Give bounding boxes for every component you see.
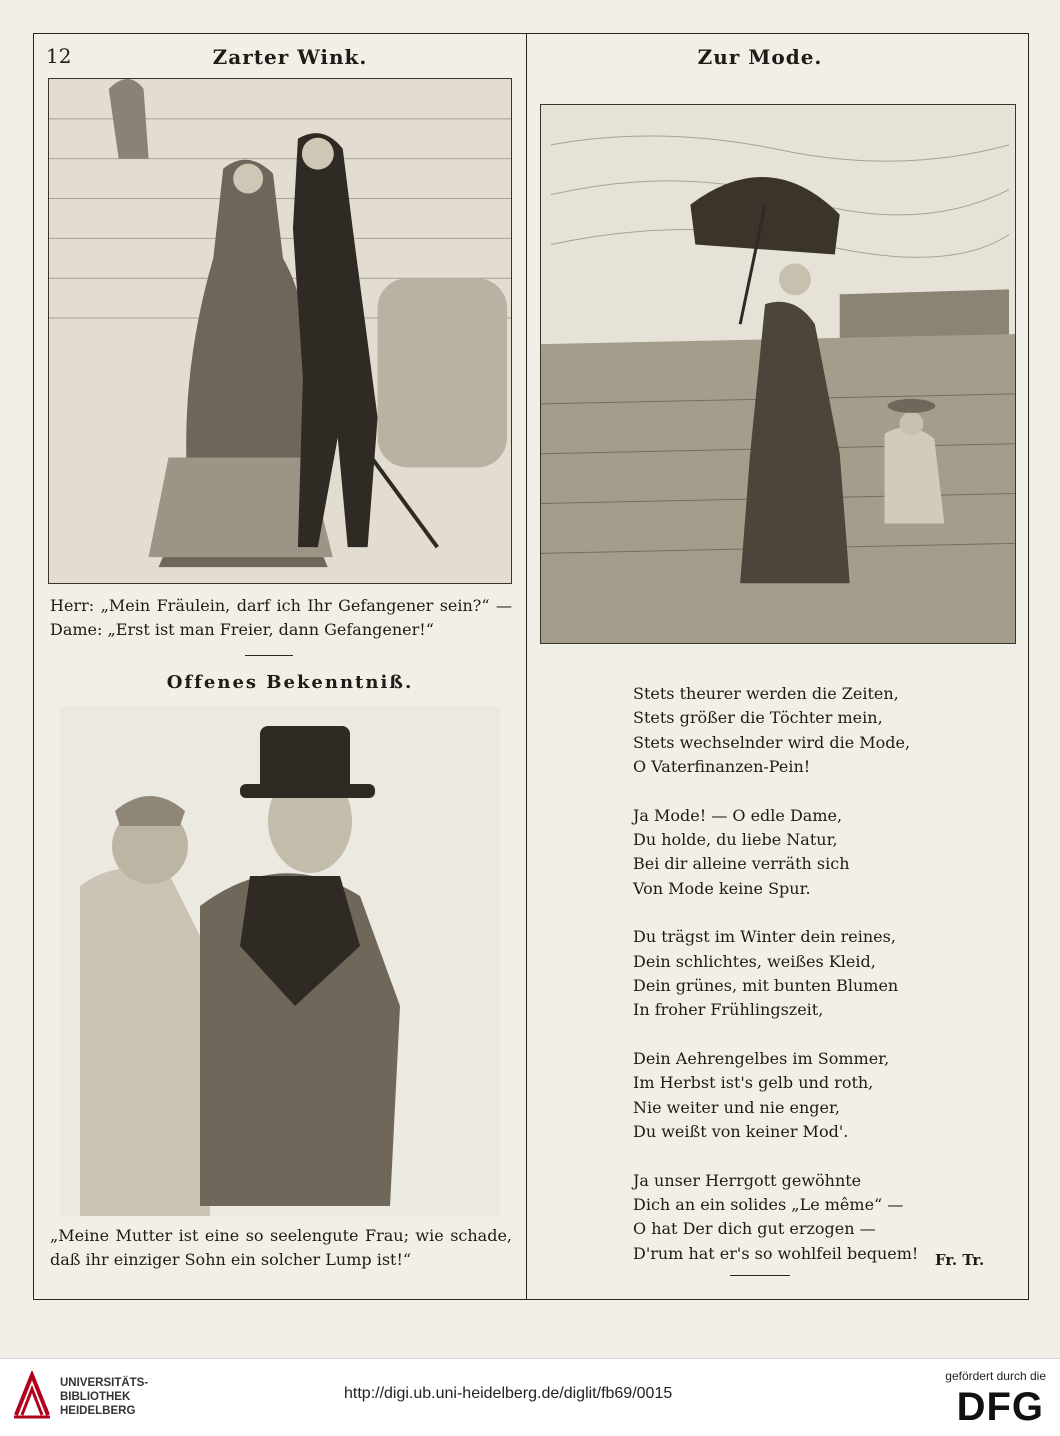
poem-line: D'rum hat er's so wohlfeil bequem! xyxy=(633,1243,919,1263)
library-name-line: UNIVERSITÄTS- xyxy=(60,1377,149,1389)
page-number: 12 xyxy=(46,44,72,68)
mother-son-engraving xyxy=(60,706,500,1216)
separator-rule xyxy=(245,655,293,656)
poem-line: Bei dir alleine verräth sich xyxy=(633,854,850,874)
poem-line: O hat Der dich gut erzogen — xyxy=(633,1219,876,1239)
poem-line: Stets größer die Töchter mein, xyxy=(633,708,883,728)
title-offenes-bekenntnis: Offenes Bekenntniß. xyxy=(166,672,414,693)
title-zur-mode: Zur Mode. xyxy=(697,45,823,69)
parasol-engraving xyxy=(541,105,1015,643)
title-zarter-wink: Zarter Wink. xyxy=(212,45,368,69)
poem-zur-mode xyxy=(633,682,919,1290)
university-seal-icon xyxy=(12,1371,52,1421)
poem-line: Du holde, du liebe Natur, xyxy=(633,830,838,850)
poem-line: Im Herbst ist's gelb und roth, xyxy=(633,1073,874,1093)
poem-line: Ja unser Herrgott gewöhnte xyxy=(633,1170,862,1190)
poem-stanza xyxy=(633,1047,893,1145)
poem-stanza xyxy=(633,1169,919,1267)
poem-line: O Vaterfinanzen-Pein! xyxy=(633,757,811,777)
library-name-line: HEIDELBERG xyxy=(60,1405,136,1417)
poem-line: Du trägst im Winter dein reines, xyxy=(633,927,896,947)
poem-line: Dein grünes, mit bunten Blumen xyxy=(633,976,899,996)
poem-stanza xyxy=(633,925,899,1023)
poem-line: Dein schlichtes, weißes Kleid, xyxy=(633,951,876,971)
illustration-mother-son xyxy=(60,706,500,1216)
dfg-logo: DFG xyxy=(956,1385,1044,1429)
caption-zarter-wink: Herr: „Mein Fräulein, darf ich Ihr Gefangener sein?“ — Dame: „Erst ist man Freier, dann Gefangener!“ xyxy=(50,596,512,639)
separator-rule xyxy=(730,1275,790,1276)
permalink-url[interactable]: http://digi.ub.uni-heidelberg.de/diglit/fb69/0015 xyxy=(344,1385,673,1402)
library-name xyxy=(60,1376,148,1418)
poem-line: Dein Aehrengelbes im Sommer, xyxy=(633,1048,890,1068)
illustration-mode xyxy=(540,104,1016,644)
sponsor-text: gefördert durch die xyxy=(945,1369,1046,1383)
column-divider xyxy=(526,33,527,1300)
viewer-footer xyxy=(0,1358,1060,1436)
poem-line: Dich an ein solides „Le même“ — xyxy=(633,1194,904,1214)
caption-offenes-bekenntnis: „Meine Mutter ist eine so seelengute Frau; wie schade, daß ihr einziger Sohn ein solcher Lump ist!“ xyxy=(50,1226,512,1269)
library-name-line: BIBLIOTHEK xyxy=(60,1391,131,1403)
poem-line: Von Mode keine Spur. xyxy=(633,878,811,898)
couple-engraving xyxy=(49,79,511,583)
poem-line: In froher Frühlingszeit, xyxy=(633,1000,824,1020)
poem-stanza xyxy=(633,682,911,780)
poem-line: Nie weiter und nie enger, xyxy=(633,1097,840,1117)
poem-line: Stets wechselnder wird die Mode, xyxy=(633,732,911,752)
poem-stanza xyxy=(633,804,893,902)
poem-line: Ja Mode! — O edle Dame, xyxy=(633,805,843,825)
poem-line: Du weißt von keiner Mod'. xyxy=(633,1122,849,1142)
illustration-couple xyxy=(48,78,512,584)
poem-author: Fr. Tr. xyxy=(935,1251,985,1269)
poem-line: Stets theurer werden die Zeiten, xyxy=(633,684,899,703)
